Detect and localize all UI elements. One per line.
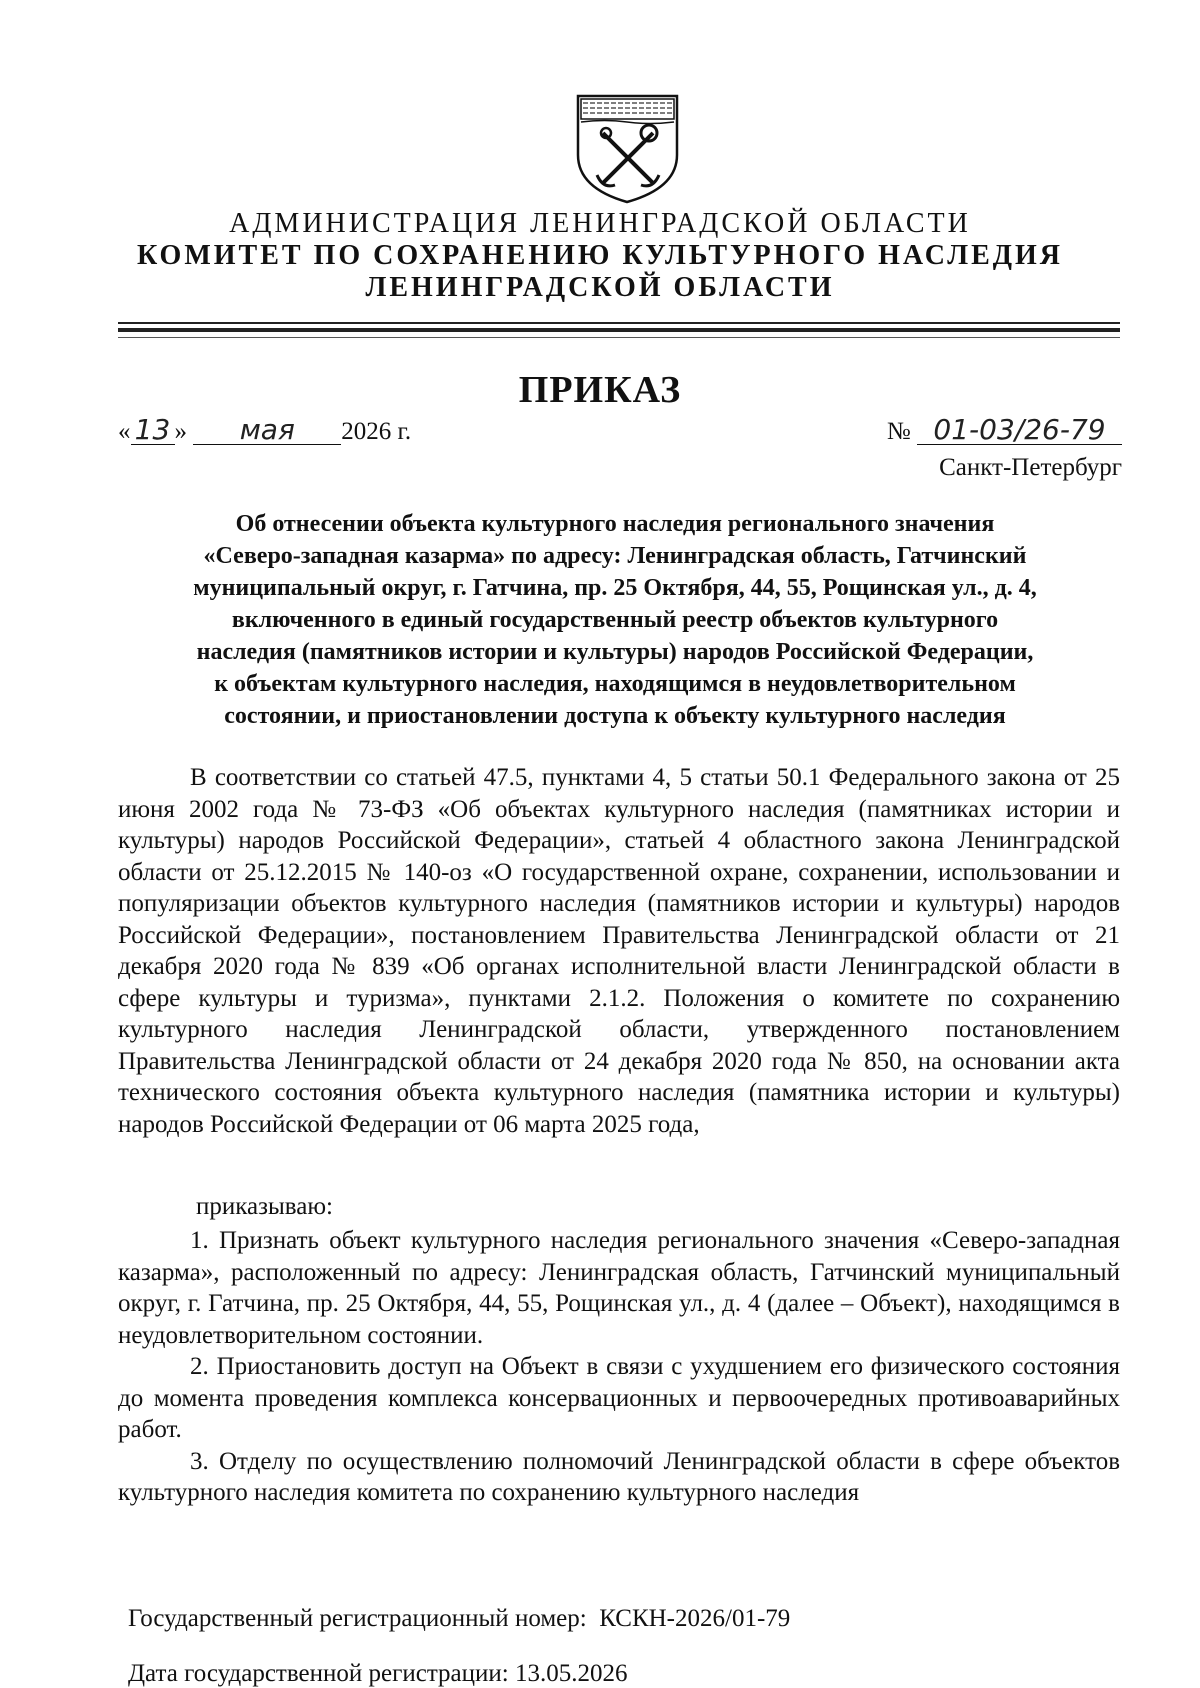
order-item: 3. Отделу по осуществлению полномочий Ленинградской области в сфере объектов культурного наследия комитета по сохранению культурного наследия xyxy=(118,1447,1120,1506)
order-item: 1. Признать объект культурного наследия регионального значения «Северо-западная казарма», расположенный по адресу: Ленинградская область, Гатчинский муниципальный округ, г. Гатчина, пр. 25 Октября, 44, 55, Рощинская ул., д. 4 (далее – Объект), находящимся в неудовлетворительном состоянии. xyxy=(118,1227,1120,1349)
registration-number-value: КСКН-2026/01-79 xyxy=(599,1605,791,1632)
title-line: включенного в единый государственный реестр объектов культурного xyxy=(231,607,999,633)
date-quote-open: « xyxy=(118,418,131,445)
header-divider-thin xyxy=(118,337,1120,338)
city: Санкт-Петербург xyxy=(939,454,1122,481)
registration-number-label: Государственный регистрационный номер: xyxy=(128,1605,587,1632)
title-line: к объектам культурного наследия, находящимся в неудовлетворительном xyxy=(214,671,1016,697)
preamble xyxy=(118,762,1120,1140)
number-value: 01-03/26-79 xyxy=(917,416,1122,445)
title-line: наследия (памятников истории и культуры) народов Российской Федерации, xyxy=(196,639,1034,665)
number-prefix: № xyxy=(886,418,911,445)
order-item: 2. Приостановить доступ на Объект в связи с ухудшением его физического состояния до момента проведения комплекса консервационных и первоочередных противоаварийных работ. xyxy=(118,1353,1120,1443)
date-day: 13 xyxy=(131,416,175,445)
title-line: состоянии, и приостановлении доступа к объекту культурного наследия xyxy=(224,703,1006,729)
org-name-line-2: КОМИТЕТ ПО СОХРАНЕНИЮ КУЛЬТУРНОГО НАСЛЕДИЯ xyxy=(136,240,1064,271)
registration-date xyxy=(128,1660,628,1688)
preamble-text: В соответствии со статьей 47.5, пунктами 4, 5 статьи 50.1 Федерального закона от 25 июня 2002 года № 73-ФЗ «Об объектах культурного наследия (памятниках истории и культуры) народов Российской Федерации», статьей 4 областного закона Ленинградской области от 25.12.2015 № 140-оз «О государственной охране, сохранении, использовании и популяризации объектов культурного наследия (памятников истории и культуры) народов Российской Федерации», постановлением Правительства Ленинградской области от 21 декабря 2020 года № 839 «Об органах исполнительной власти Ленинградской области в сфере культуры и туризма», пунктами 2.1.2. Положения о комитете по сохранению культурного наследия Ленинградской области, утвержденного постановлением Правительства Ленинградской области от 24 декабря 2020 года № 850, на основании акта технического состояния объекта культурного наследия (памятника истории и культуры) народов Российской Федерации от 06 марта 2025 года, xyxy=(118,764,1120,1138)
header-divider xyxy=(118,322,1120,324)
title-line: «Северо-западная казарма» по адресу: Ленинградская область, Гатчинский xyxy=(203,543,1027,569)
order-number xyxy=(886,413,1122,446)
registration-date-label: Дата государственной регистрации: xyxy=(128,1660,509,1687)
registration-date-value: 13.05.2026 xyxy=(515,1660,628,1687)
header-divider-thick xyxy=(118,328,1120,332)
date-month: мая xyxy=(193,416,341,445)
registration-number xyxy=(128,1605,790,1633)
order-title xyxy=(110,508,1120,732)
document-type-title: ПРИКАЗ xyxy=(518,369,682,411)
order-items xyxy=(118,1225,1120,1509)
date-quote-close: » xyxy=(174,418,187,445)
org-name-line-3: ЛЕНИНГРАДСКОЙ ОБЛАСТИ xyxy=(365,272,835,303)
order-word: приказываю: xyxy=(196,1193,333,1220)
order-date xyxy=(118,413,412,446)
leningrad-oblast-coat-of-arms-icon xyxy=(575,93,680,205)
date-year: 2026 г. xyxy=(341,418,412,445)
title-line: Об отнесении объекта культурного наследия регионального значения xyxy=(235,511,995,537)
title-line: муниципальный округ, г. Гатчина, пр. 25 Октября, 44, 55, Рощинская ул., д. 4, xyxy=(193,575,1037,601)
org-name-line-1: АДМИНИСТРАЦИЯ ЛЕНИНГРАДСКОЙ ОБЛАСТИ xyxy=(229,208,971,239)
